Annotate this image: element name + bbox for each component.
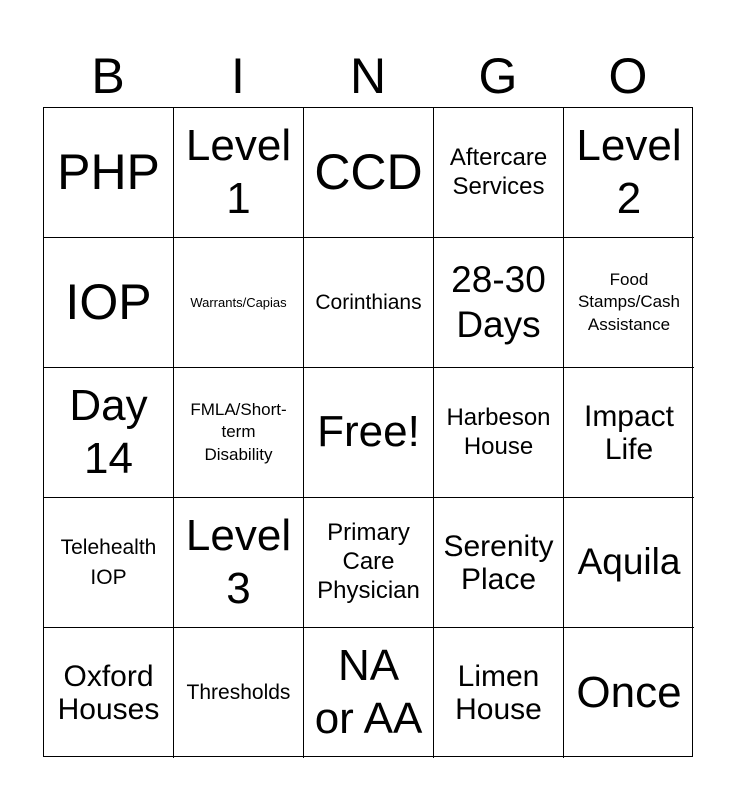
header-letter-g: G	[478, 48, 518, 104]
header-letter-o: O	[608, 48, 648, 104]
bingo-cell: 28-30 Days	[434, 238, 564, 368]
bingo-cell: Warrants/Capias	[174, 238, 304, 368]
bingo-cell: Limen House	[434, 628, 564, 758]
bingo-cell: Food Stamps/Cash Assistance	[564, 238, 694, 368]
bingo-cell: Aquila	[564, 498, 694, 628]
bingo-cell: Level 2	[564, 108, 694, 238]
header-letter-i: I	[231, 48, 245, 104]
bingo-cell: CCD	[304, 108, 434, 238]
bingo-cell: Once	[576, 667, 682, 717]
bingo-board	[43, 107, 693, 757]
bingo-cell: Harbeson House	[434, 368, 564, 498]
bingo-cell: Impact Life	[564, 368, 694, 498]
bingo-cell: Day 14	[44, 368, 174, 498]
bingo-cell: Corinthians	[304, 238, 434, 368]
bingo-cell: Telehealth IOP	[44, 498, 174, 628]
bingo-cell: Level 1	[174, 108, 304, 238]
free-space-cell: Free!	[304, 368, 434, 498]
bingo-cell: IOP	[44, 238, 174, 368]
bingo-cell: Aftercare Services	[434, 108, 564, 238]
header-letter-b: B	[91, 48, 125, 104]
bingo-cell: NA or AA	[304, 628, 434, 758]
bingo-cell: Primary Care Physician	[304, 498, 434, 628]
bingo-cell: Level 3	[174, 498, 304, 628]
bingo-cell: Serenity Place	[434, 498, 564, 628]
bingo-cell: Thresholds	[174, 628, 304, 758]
bingo-cell: FMLA/Short- term Disability	[174, 368, 304, 498]
header-letter-n: N	[349, 48, 387, 104]
bingo-cell: Oxford Houses	[44, 628, 174, 758]
bingo-cell: PHP	[44, 108, 174, 238]
bingo-header	[43, 44, 693, 108]
